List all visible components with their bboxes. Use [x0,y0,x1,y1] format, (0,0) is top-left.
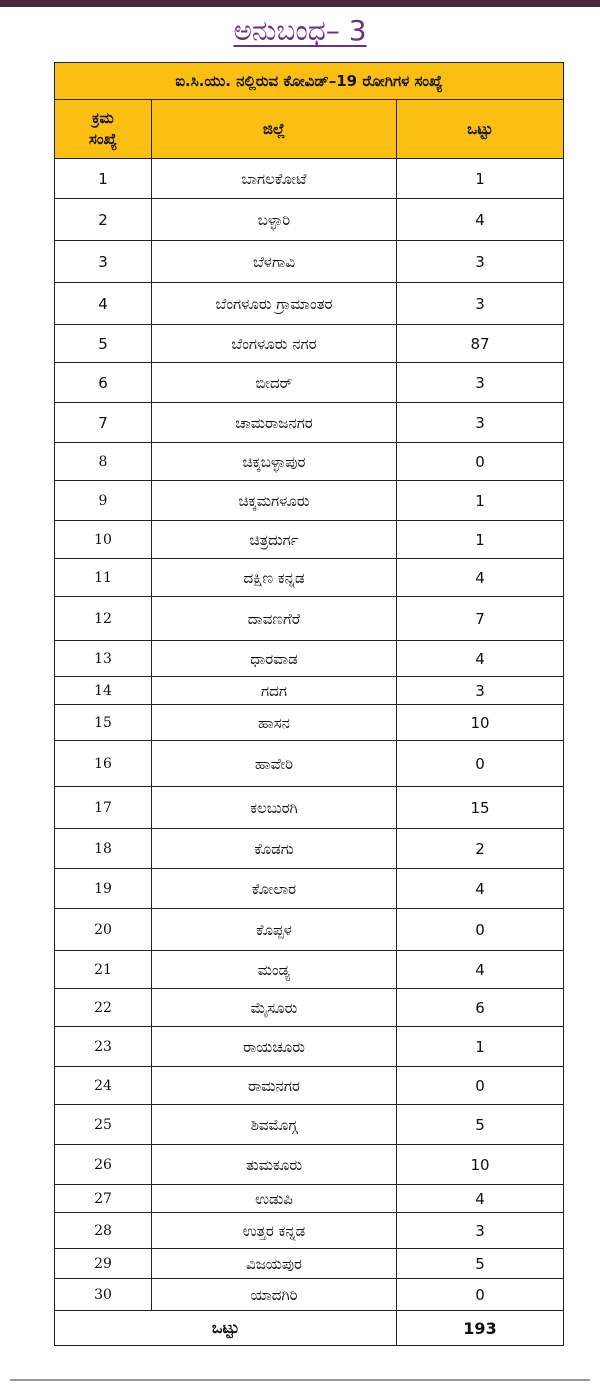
row-district: ಯಾದಗಿರಿ [152,1279,397,1311]
table-row [55,283,564,325]
row-count: 4 [397,869,564,909]
row-district: ದಕ್ಷಿಣ ಕನ್ನಡ [152,559,397,597]
table-title: ಐ.ಸಿ.ಯು. ನಲ್ಲಿರುವ ಕೋವಿಡ್–19 ರೋಗಿಗಳ ಸಂಖ್ಯೆ [55,63,564,100]
header-serial-line1: ಕ್ರಮ [92,109,114,127]
top-border-bar [0,0,600,7]
table-row [55,1067,564,1105]
row-district: ತುಮಕೂರು [152,1145,397,1185]
row-district: ಧಾರವಾಡ [152,641,397,677]
row-district: ಕೊಪ್ಪಳ [152,909,397,951]
table-row [55,1027,564,1067]
row-district: ಬಳ್ಳಾರಿ [152,199,397,241]
table-row [55,1249,564,1279]
table-header-row [55,100,564,159]
row-serial: 21 [55,951,152,989]
row-count: 4 [397,199,564,241]
table-row [55,559,564,597]
row-count: 3 [397,283,564,325]
row-serial: 26 [55,1145,152,1185]
table-row [55,829,564,869]
table-row [55,641,564,677]
header-district: ಜಿಲ್ಲೆ [152,100,397,159]
table-row [55,481,564,521]
row-count: 10 [397,1145,564,1185]
row-count: 5 [397,1249,564,1279]
row-district: ರಾಮನಗರ [152,1067,397,1105]
row-district: ಗದಗ [152,677,397,705]
table-row [55,909,564,951]
total-value: 193 [397,1311,564,1346]
table-row [55,1105,564,1145]
row-serial: 6 [55,363,152,403]
row-serial: 16 [55,741,152,787]
row-serial: 18 [55,829,152,869]
row-district: ಚಾಮರಾಜನಗರ [152,403,397,443]
table-row [55,1213,564,1249]
row-count: 7 [397,597,564,641]
table-row [55,741,564,787]
row-count: 4 [397,951,564,989]
annexure-heading-text: ಅನುಬಂಧ– 3 [233,14,367,47]
row-serial: 27 [55,1185,152,1213]
row-district: ಬೆಳಗಾವಿ [152,241,397,283]
row-district: ಮಂಡ್ಯ [152,951,397,989]
row-serial: 25 [55,1105,152,1145]
row-serial: 30 [55,1279,152,1311]
row-count: 0 [397,443,564,481]
row-count: 10 [397,705,564,741]
row-count: 4 [397,559,564,597]
row-serial: 4 [55,283,152,325]
row-serial: 24 [55,1067,152,1105]
row-district: ಕಲಬುರಗಿ [152,787,397,829]
row-count: 1 [397,481,564,521]
row-district: ಬಾಗಲಕೋಟೆ [152,159,397,199]
row-serial: 9 [55,481,152,521]
table-row [55,403,564,443]
header-total: ಒಟ್ಟು [397,100,564,159]
row-count: 3 [397,363,564,403]
row-district: ಉತ್ತರ ಕನ್ನಡ [152,1213,397,1249]
table-row [55,597,564,641]
row-district: ಉಡುಪಿ [152,1185,397,1213]
row-serial: 1 [55,159,152,199]
row-serial: 22 [55,989,152,1027]
total-row [55,1311,564,1346]
row-serial: 8 [55,443,152,481]
row-serial: 17 [55,787,152,829]
row-district: ರಾಯಚೂರು [152,1027,397,1067]
row-district: ಚಿಕ್ಕಬಳ್ಳಾಪುರ [152,443,397,481]
table-row [55,705,564,741]
row-serial: 20 [55,909,152,951]
row-count: 1 [397,1027,564,1067]
row-count: 1 [397,521,564,559]
table-row [55,363,564,403]
row-count: 1 [397,159,564,199]
table-row [55,325,564,363]
row-district: ಶಿವಮೊಗ್ಗ [152,1105,397,1145]
row-count: 4 [397,1185,564,1213]
row-count: 0 [397,741,564,787]
row-district: ಚಿತ್ರದುರ್ಗ [152,521,397,559]
table-row [55,787,564,829]
table-row [55,159,564,199]
table-row [55,241,564,283]
row-serial: 11 [55,559,152,597]
table-row [55,677,564,705]
row-count: 3 [397,1213,564,1249]
table-row [55,1185,564,1213]
row-count: 3 [397,677,564,705]
table-row [55,1279,564,1311]
row-district: ಬೆಂಗಳೂರು ನಗರ [152,325,397,363]
row-district: ಹಾವೇರಿ [152,741,397,787]
row-serial: 14 [55,677,152,705]
row-count: 0 [397,1279,564,1311]
row-count: 5 [397,1105,564,1145]
row-serial: 13 [55,641,152,677]
row-count: 3 [397,403,564,443]
table-row [55,989,564,1027]
table-row [55,443,564,481]
row-district: ಮೈಸೂರು [152,989,397,1027]
header-serial [55,100,152,159]
annexure-heading [0,14,600,48]
row-serial: 19 [55,869,152,909]
row-serial: 10 [55,521,152,559]
row-district: ಹಾಸನ [152,705,397,741]
row-serial: 15 [55,705,152,741]
row-serial: 3 [55,241,152,283]
row-count: 15 [397,787,564,829]
table-row [55,199,564,241]
row-district: ಚಿಕ್ಕಮಗಳೂರು [152,481,397,521]
row-serial: 7 [55,403,152,443]
table-row [55,951,564,989]
row-serial: 23 [55,1027,152,1067]
row-serial: 2 [55,199,152,241]
row-district: ಕೋಲಾರ [152,869,397,909]
row-count: 4 [397,641,564,677]
row-district: ಕೊಡಗು [152,829,397,869]
row-count: 0 [397,909,564,951]
row-district: ಬೆಂಗಳೂರು ಗ್ರಾಮಾಂತರ [152,283,397,325]
row-serial: 28 [55,1213,152,1249]
total-label: ಒಟ್ಟು [55,1311,397,1346]
row-district: ವಿಜಯಪುರ [152,1249,397,1279]
icu-patients-table [54,62,564,1346]
row-serial: 5 [55,325,152,363]
header-serial-line2: ಸಂಖ್ಯೆ [88,130,118,148]
row-district: ದಾವಣಗೆರೆ [152,597,397,641]
table-row [55,869,564,909]
table-row [55,1145,564,1185]
row-count: 0 [397,1067,564,1105]
bottom-divider [10,1379,590,1381]
row-count: 87 [397,325,564,363]
row-count: 3 [397,241,564,283]
row-district: ಬೀದರ್ [152,363,397,403]
table-title-row [55,63,564,100]
table-row [55,521,564,559]
row-serial: 12 [55,597,152,641]
row-serial: 29 [55,1249,152,1279]
row-count: 2 [397,829,564,869]
row-count: 6 [397,989,564,1027]
